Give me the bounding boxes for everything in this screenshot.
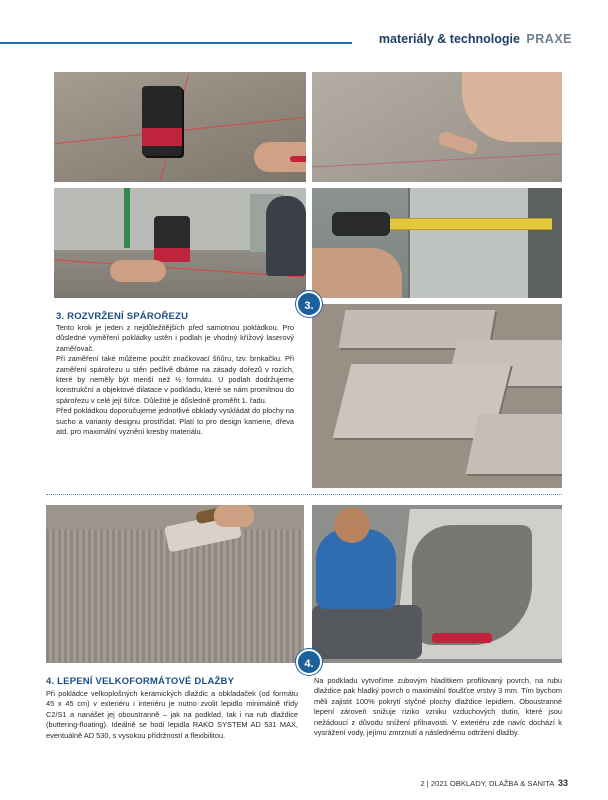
- section3-paragraph-3: Před pokládkou doporučujeme jednotlivé obklady vyskládat do plochy na sucho a varianty designu prostřídat. Platí to pro design kamene, dřeva atd. pro maximální vyznění kresby materiálu.: [56, 406, 294, 437]
- photo-marking-line-concrete: [312, 72, 562, 182]
- page-footer: [420, 778, 568, 788]
- photo-dry-laid-tiles: [312, 304, 562, 488]
- section4-column-1: Při pokládce velkoplošných keramických dlaždic a obkladaček (od formátu 45 x 45 cm) v exteriéru i interiéru je nutno zvolit lepidlo minimálně třídy C2/S1 a nanášet jej oboustranně – jak na podklad, tak i na rub dlaždice (buttering-floating). Ideálně se hodí lepidla RAKO SYSTEM AD 531 MAX, eventuálně AD 530, s vysokou přídržností a flexibilitou.: [46, 689, 298, 740]
- photo-buttering-tile: [312, 505, 562, 663]
- section3-body: [56, 323, 294, 437]
- running-header: [379, 32, 572, 46]
- step-badge-4: 4.: [296, 649, 322, 675]
- footer-issue: 2 | 2021 OBKLADY, DLAŽBA & SANITA: [420, 779, 554, 788]
- header-section: PRAXE: [526, 32, 572, 46]
- header-title: materiály & technologie: [378, 32, 520, 46]
- page-number: 33: [557, 778, 568, 788]
- step-badge-3: 3.: [296, 291, 322, 317]
- section4-column-2: Na podkladu vytvoříme zubovým hladítkem profilovaný povrch, na rubu dlaždice pak hladký povrch o maximální tloušťce vrstvy 3 mm. Tím bychom měli zajistit 100% pokrytí styčné plochy dlaždice lepidlem. Oboustranné lepení zároveň snižuje riziko vzniku vzduchových dutin, které jsou nežádoucí z důvodu snížení přilnavosti. V exteriéru zde navíc dochází k vysrážení vody, jejímu zmrznutí a následnému odtržení dlažby.: [314, 676, 562, 738]
- section3-heading: 3. ROZVRŽENÍ SPÁROŘEZU: [56, 311, 189, 322]
- section3-paragraph-2: Při zaměření také můžeme použít značkovací šňůru, tzv. brnkačku. Při zaměření spárořezu u stěn pečlivě dbáme na zásady dořezů v rozích, které by neměly být menší než ½ formátu. U podlah dodržujeme konstrukční a objektové dilatace v podkladu, které se nám promítnou do spárořezu v celé její šířce. Důležité je důsledně proměřit 1. řadu.: [56, 354, 294, 405]
- photo-laser-level-floor: [54, 72, 306, 182]
- section3-paragraph-1: Tento krok je jeden z nejdůležitějších před samotnou pokládkou. Pro důsledné vyměření pokládky ustěn i podlah je vhodný křížový laserový zaměřovač.: [56, 323, 294, 353]
- section4-heading: 4. LEPENÍ VELKOFORMÁTOVÉ DLAŽBY: [46, 676, 235, 687]
- photo-trowel-adhesive: [46, 505, 304, 663]
- header-rule: [0, 42, 352, 44]
- photo-tape-measure-wall: [312, 188, 562, 298]
- photo-laser-room: [54, 188, 306, 298]
- section-divider: [46, 494, 562, 495]
